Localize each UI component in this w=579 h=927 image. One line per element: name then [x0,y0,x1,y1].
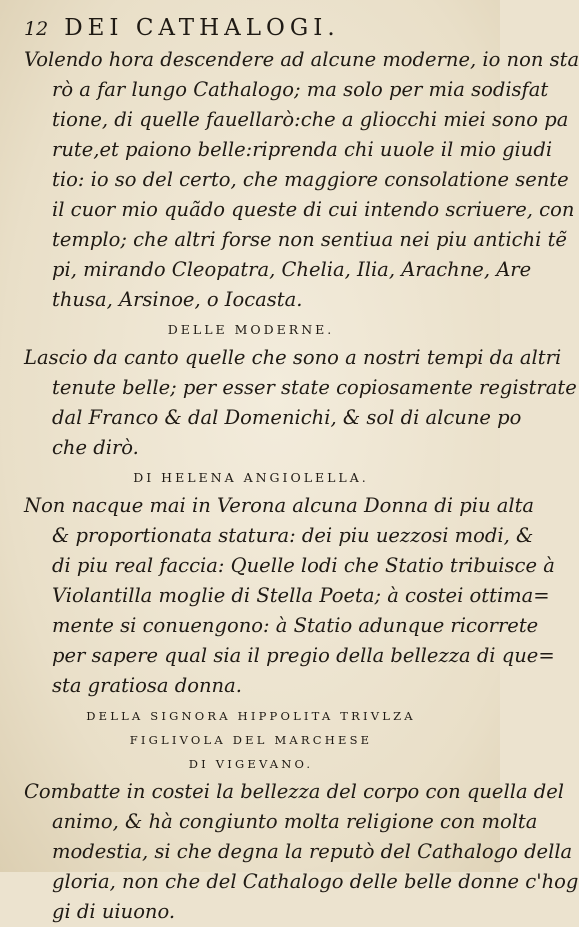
text-line: per sapere qual sia il pregio della bellezza di que= [52,644,555,667]
running-head [24,14,478,43]
paragraph-moderne-intro [24,45,579,315]
text-line: che dirò. [52,436,139,459]
section-heading: DELLA SIGNORA HIPPOLITA TRIVLZA [86,709,416,723]
paragraph-lascio [24,343,577,463]
text-line: thusa, Arsinoe, o Iocasta. [52,288,303,311]
text-line: & proportionata statura: dei piu uezzosi modi, & [52,524,534,547]
text-line: Volendo hora descendere ad alcune moderne, io non sta [24,48,579,71]
text-line: il cuor mio quãdo queste di cui intendo scriuere, con [52,198,575,221]
text-line: tio: io so del certo, che maggiore consolatione sente [52,168,569,191]
paragraph-helena [24,491,555,701]
text-line: Lascio da canto quelle che sono a nostri tempi da altri [24,346,562,369]
text-line: rute,et paiono belle:riprenda chi uuole il mio giudi [52,138,553,161]
text-line: Combatte in costei la bellezza del corpo con quella del [24,780,565,803]
paragraph-hippolita [24,777,579,927]
text-line: di piu real faccia: Quelle lodi che Statio tribuisce à [52,554,555,577]
text-line: modestia, si che degna la reputò del Cathalogo della [52,840,573,863]
section-heading: DI VIGEVANO. [188,757,314,771]
text-line: templo; che altri forse non sentiua nei piu antichi tẽ [52,228,567,251]
text-line: Non nacque mai in Verona alcuna Donna di piu alta [24,494,535,517]
text-line: tione, di quelle fauellarò:che a gliocchi miei sono pa [52,108,569,131]
text-line: sta gratiosa donna. [52,674,242,697]
text-line: dal Franco & dal Domenichi, & sol di alcune po [52,406,522,429]
page-number: 12 [24,18,49,40]
text-line: rò a far lungo Cathalogo; ma solo per mia sodisfat [52,78,549,101]
text-line: tenute belle; per esser state copiosamente registrate [52,376,577,399]
text-line: gi di uiuono. [52,900,176,923]
section-heading: DELLE MODERNE. [167,322,335,337]
text-line: pi, mirando Cleopatra, Chelia, Ilia, Arachne, Are [52,258,532,281]
text-line: animo, & hà congiunto molta religione con molta [52,810,538,833]
running-title: DEI CATHALOGI. [64,15,340,41]
section-heading: DI HELENA ANGIOLELLA. [133,470,369,485]
text-line: gloria, non che del Cathalogo delle belle donne c'hog [52,870,579,893]
text-line: Violantilla moglie di Stella Poeta; à costei ottima= [52,584,550,607]
section-heading: FIGLIVOLA DEL MARCHESE [129,733,373,747]
text-line: mente si conuengono: à Statio adunque ricorrete [52,614,539,637]
